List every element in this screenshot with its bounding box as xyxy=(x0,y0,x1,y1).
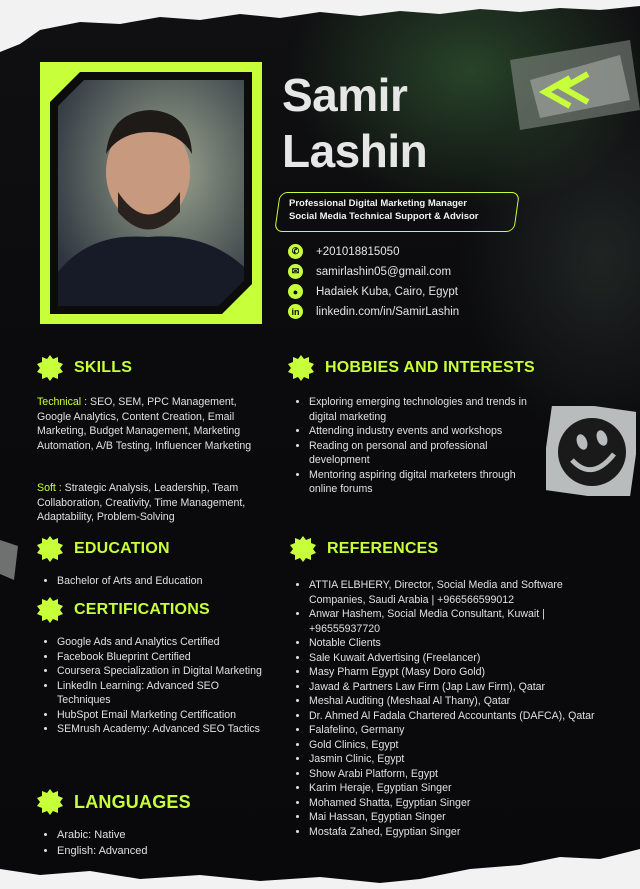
title-line-2: Social Media Technical Support & Advisor xyxy=(289,211,479,222)
list-item: • Mohamed Shatta, Egyptian Singer xyxy=(309,796,609,811)
list-item: • HubSpot Email Marketing Certification xyxy=(57,708,267,723)
list-item: • Mentoring aspiring digital marketers through online forums xyxy=(309,468,529,497)
list-item: • Karim Heraje, Egyptian Singer xyxy=(309,781,609,796)
list-item: • LinkedIn Learning: Advanced SEO Techniques xyxy=(57,679,267,708)
education-heading-label: EDUCATION xyxy=(74,540,170,557)
list-item: • Reading on personal and professional development xyxy=(309,439,529,468)
languages-heading-label: LANGUAGES xyxy=(74,791,191,812)
list-item: • Anwar Hashem, Social Media Consultant, Kuwait | +96555937720 xyxy=(309,607,609,636)
soft-text: Strategic Analysis, Leadership, Team Collaboration, Creativity, Time Management, Adaptability, Problem-Solving xyxy=(37,482,246,523)
certifications-heading-label: CERTIFICATIONS xyxy=(74,601,210,618)
bullet-badge-icon xyxy=(37,597,63,623)
torn-paper-bottom xyxy=(0,839,640,889)
list-item: • SEMrush Academy: Advanced SEO Tactics xyxy=(57,722,267,737)
title-line-1: Professional Digital Marketing Manager xyxy=(289,198,467,209)
paper-scrap xyxy=(0,540,18,580)
certifications-heading xyxy=(37,597,210,623)
list-item: • Meshal Auditing (Meshaal Al Thany), Qatar xyxy=(309,694,609,709)
bullet-badge-icon xyxy=(290,536,316,562)
skills-heading xyxy=(37,355,132,381)
hobbies-heading xyxy=(288,355,535,381)
skills-technical xyxy=(37,395,267,453)
list-item: • Bachelor of Arts and Education xyxy=(57,574,287,589)
list-item: • Dr. Ahmed Al Fadala Chartered Accountants (DAFCA), Qatar xyxy=(309,709,609,724)
bullet-badge-icon xyxy=(288,355,314,381)
hobbies-heading-label: HOBBIES AND INTERESTS xyxy=(325,359,535,376)
list-item: • Falafelino, Germany xyxy=(309,723,609,738)
references-list xyxy=(289,578,609,839)
list-item: • Sale Kuwait Advertising (Freelancer) xyxy=(309,651,609,666)
email-text: samirlashin05@gmail.com xyxy=(316,265,452,278)
list-item: • Facebook Blueprint Certified xyxy=(57,650,267,665)
skills-soft xyxy=(37,481,269,525)
phone-icon: ✆ xyxy=(288,244,303,259)
education-heading xyxy=(37,536,170,562)
smiley-sticker xyxy=(546,406,636,496)
phone-text: +201018815050 xyxy=(316,245,400,258)
list-item: • Gold Clinics, Egypt xyxy=(309,738,609,753)
references-heading xyxy=(290,536,438,562)
certifications-list xyxy=(37,635,267,737)
bullet-badge-icon xyxy=(37,789,63,815)
linkedin-text: linkedin.com/in/SamirLashin xyxy=(316,305,460,318)
list-item: • Mostafa Zahed, Egyptian Singer xyxy=(309,825,609,840)
bullet-badge-icon xyxy=(37,355,63,381)
first-name: Samir xyxy=(282,69,408,121)
list-item: • Google Ads and Analytics Certified xyxy=(57,635,267,650)
soft-label: Soft : xyxy=(37,482,62,494)
languages-heading xyxy=(37,789,191,815)
list-item: • Jawad & Partners Law Firm (Jap Law Firm), Qatar xyxy=(309,680,609,695)
list-item: • Coursera Specialization in Digital Marketing xyxy=(57,664,267,679)
list-item: • Masy Pharm Egypt (Masy Doro Gold) xyxy=(309,665,609,680)
technical-text: SEO, SEM, PPC Management, Google Analytics, Content Creation, Email Marketing, Budget Management, Marketing Automation, A/B Testing, Influencer Marketing xyxy=(37,396,252,452)
list-item: • Jasmin Clinic, Egypt xyxy=(309,752,609,767)
location-pin-icon: ● xyxy=(288,284,303,299)
list-item: • Exploring emerging technologies and trends in digital marketing xyxy=(309,395,529,424)
education-list xyxy=(37,574,287,589)
linkedin-icon: in xyxy=(288,304,303,319)
list-item: • English: Advanced xyxy=(57,843,257,859)
last-name: Lashin xyxy=(282,125,428,177)
list-item: • Mai Hassan, Egyptian Singer xyxy=(309,810,609,825)
arrow-sticker xyxy=(500,40,640,130)
contact-linkedin xyxy=(288,304,459,319)
list-item: • Show Arabi Platform, Egypt xyxy=(309,767,609,782)
contact-phone xyxy=(288,244,399,259)
bullet-badge-icon xyxy=(37,536,63,562)
hobbies-list xyxy=(289,395,529,497)
contact-address xyxy=(288,284,458,299)
address-text: Hadaiek Kuba, Cairo, Egypt xyxy=(316,285,458,298)
list-item: • ATTIA ELBHERY, Director, Social Media and Software Companies, Saudi Arabia | +966566599012 xyxy=(309,578,609,607)
contact-email xyxy=(288,264,451,279)
list-item: • Arabic: Native xyxy=(57,827,257,843)
email-icon: ✉ xyxy=(288,264,303,279)
job-title xyxy=(289,197,509,223)
skills-heading-label: SKILLS xyxy=(74,359,133,376)
list-item: • Notable Clients xyxy=(309,636,609,651)
technical-label: Technical : xyxy=(37,396,88,408)
references-heading-label: REFERENCES xyxy=(327,540,439,557)
profile-photo xyxy=(40,62,262,324)
list-item: • Attending industry events and workshops xyxy=(309,424,529,439)
